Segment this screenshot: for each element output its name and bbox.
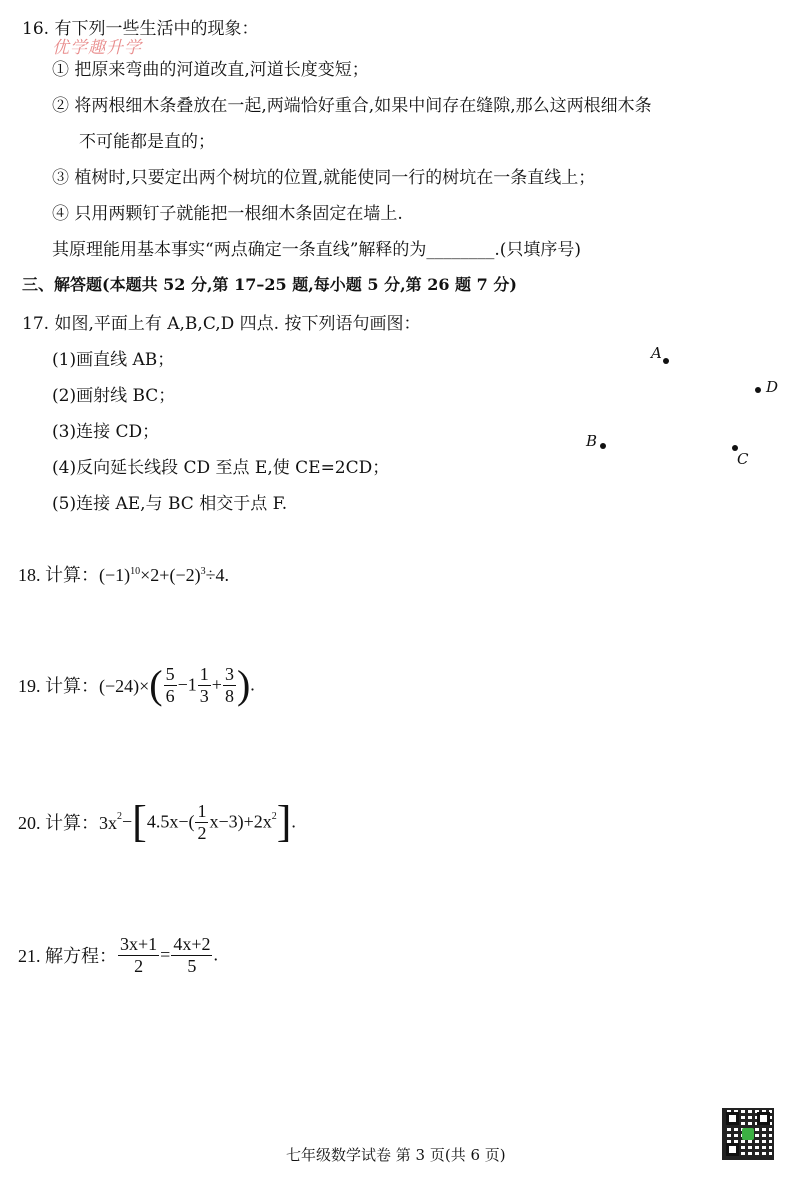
q18-part-c: ÷4. bbox=[205, 565, 229, 585]
q21-l-den: 2 bbox=[134, 955, 144, 976]
q19-plus: + bbox=[211, 674, 222, 695]
point-d-dot bbox=[755, 387, 761, 393]
q21-end: . bbox=[213, 944, 218, 965]
q19-fraction-2 bbox=[198, 664, 211, 706]
q21-r-num: 4x+2 bbox=[173, 934, 211, 954]
q16-item-1: ① 把原来弯曲的河道改直,河道长度变短； bbox=[52, 60, 369, 80]
point-c-label: C bbox=[737, 450, 749, 468]
q20 bbox=[18, 797, 296, 846]
q16-stem: 16. 有下列一些生活中的现象： bbox=[22, 19, 259, 39]
q21-prefix: 21. 解方程： bbox=[18, 946, 117, 967]
q20-left-bracket: [ bbox=[132, 797, 147, 846]
q17-item-1: (1)画直线 AB； bbox=[52, 350, 175, 370]
qr-code-icon bbox=[722, 1108, 774, 1160]
q17-item-3: (3)连接 CD； bbox=[52, 422, 160, 442]
q17-item-4: (4)反向延长线段 CD 至点 E,使 CE=2CD； bbox=[52, 458, 390, 478]
q19-f3-den: 8 bbox=[224, 685, 234, 706]
q19-end: . bbox=[250, 674, 255, 695]
q19-f2-num: 1 bbox=[199, 664, 209, 684]
q18-part-a: 18. 计算：(−1) bbox=[18, 565, 131, 585]
point-b-dot bbox=[600, 443, 606, 449]
q19-f3-num: 3 bbox=[224, 664, 234, 684]
q16-item-2-cont: 不可能都是直的； bbox=[79, 132, 215, 152]
q19-left-paren: ( bbox=[149, 662, 163, 708]
point-d-label: D bbox=[766, 378, 779, 396]
q18-exp-1: 10 bbox=[130, 566, 141, 577]
q19-prefix: 19. 计算：(−24)× bbox=[18, 676, 150, 697]
qr-corner bbox=[757, 1112, 770, 1125]
q20-exp-1: 2 bbox=[117, 811, 122, 823]
qr-logo-icon bbox=[742, 1128, 754, 1140]
q20-right-bracket: ] bbox=[276, 797, 292, 846]
section-heading: 三、解答题(本题共 52 分,第 17–25 题,每小题 5 分,第 26 题 7 分) bbox=[22, 275, 517, 294]
point-b-label: B bbox=[586, 432, 598, 450]
q19-f2-den: 3 bbox=[199, 685, 209, 706]
q21-right-fraction bbox=[171, 934, 212, 976]
q18-exp-2: 3 bbox=[200, 566, 206, 577]
q20-prefix: 20. 计算：3x bbox=[18, 813, 117, 833]
q17-item-5: (5)连接 AE,与 BC 相交于点 F. bbox=[52, 494, 288, 514]
q21 bbox=[18, 934, 218, 976]
q20-exp-2: 2 bbox=[271, 811, 277, 823]
q19-fraction-3 bbox=[223, 664, 236, 706]
q20-fraction bbox=[195, 801, 208, 843]
q18-part-b: ×2+(−2) bbox=[140, 565, 201, 585]
q19 bbox=[18, 664, 255, 706]
q19-f1-den: 6 bbox=[165, 685, 175, 706]
q20-inner-b: x−3)+2x bbox=[209, 811, 272, 832]
q21-l-num: 3x+1 bbox=[120, 934, 158, 954]
q16-item-4: ④ 只用两颗钉子就能把一根细木条固定在墙上. bbox=[52, 204, 403, 224]
qr-corner bbox=[726, 1112, 739, 1125]
q19-f1-num: 5 bbox=[165, 664, 175, 684]
q20-f-den: 2 bbox=[197, 822, 207, 843]
q16-item-2: ② 将两根细木条叠放在一起,两端恰好重合,如果中间存在缝隙,那么这两根细木条 bbox=[52, 96, 652, 116]
watermark: 优学趣升学 bbox=[52, 38, 142, 58]
point-a-label: A bbox=[651, 344, 662, 362]
q21-r-den: 5 bbox=[187, 955, 197, 976]
q17-item-2: (2)画射线 BC； bbox=[52, 386, 176, 406]
q18 bbox=[18, 561, 229, 587]
q17-stem: 17. 如图,平面上有 A,B,C,D 四点. 按下列语句画图： bbox=[22, 314, 421, 334]
q16-ending: 其原理能用基本事实“两点确定一条直线”解释的为________.(只填序号) bbox=[52, 240, 582, 260]
q20-minus: − bbox=[122, 811, 133, 832]
q19-fraction-1 bbox=[164, 664, 177, 706]
qr-corner bbox=[726, 1143, 739, 1156]
q16-item-3: ③ 植树时,只要定出两个树坑的位置,就能使同一行的树坑在一条直线上； bbox=[52, 168, 596, 188]
q20-inner-a: 4.5x−( bbox=[146, 811, 195, 832]
page-footer: 七年级数学试卷 第 3 页(共 6 页) bbox=[286, 1146, 506, 1164]
point-a-dot bbox=[663, 358, 669, 364]
q21-left-fraction bbox=[118, 934, 159, 976]
q19-right-paren: ) bbox=[236, 662, 251, 708]
q20-end: . bbox=[291, 811, 296, 832]
q19-minus-whole: −1 bbox=[177, 674, 197, 695]
q21-eq: = bbox=[160, 944, 171, 965]
q20-f-num: 1 bbox=[197, 800, 207, 821]
